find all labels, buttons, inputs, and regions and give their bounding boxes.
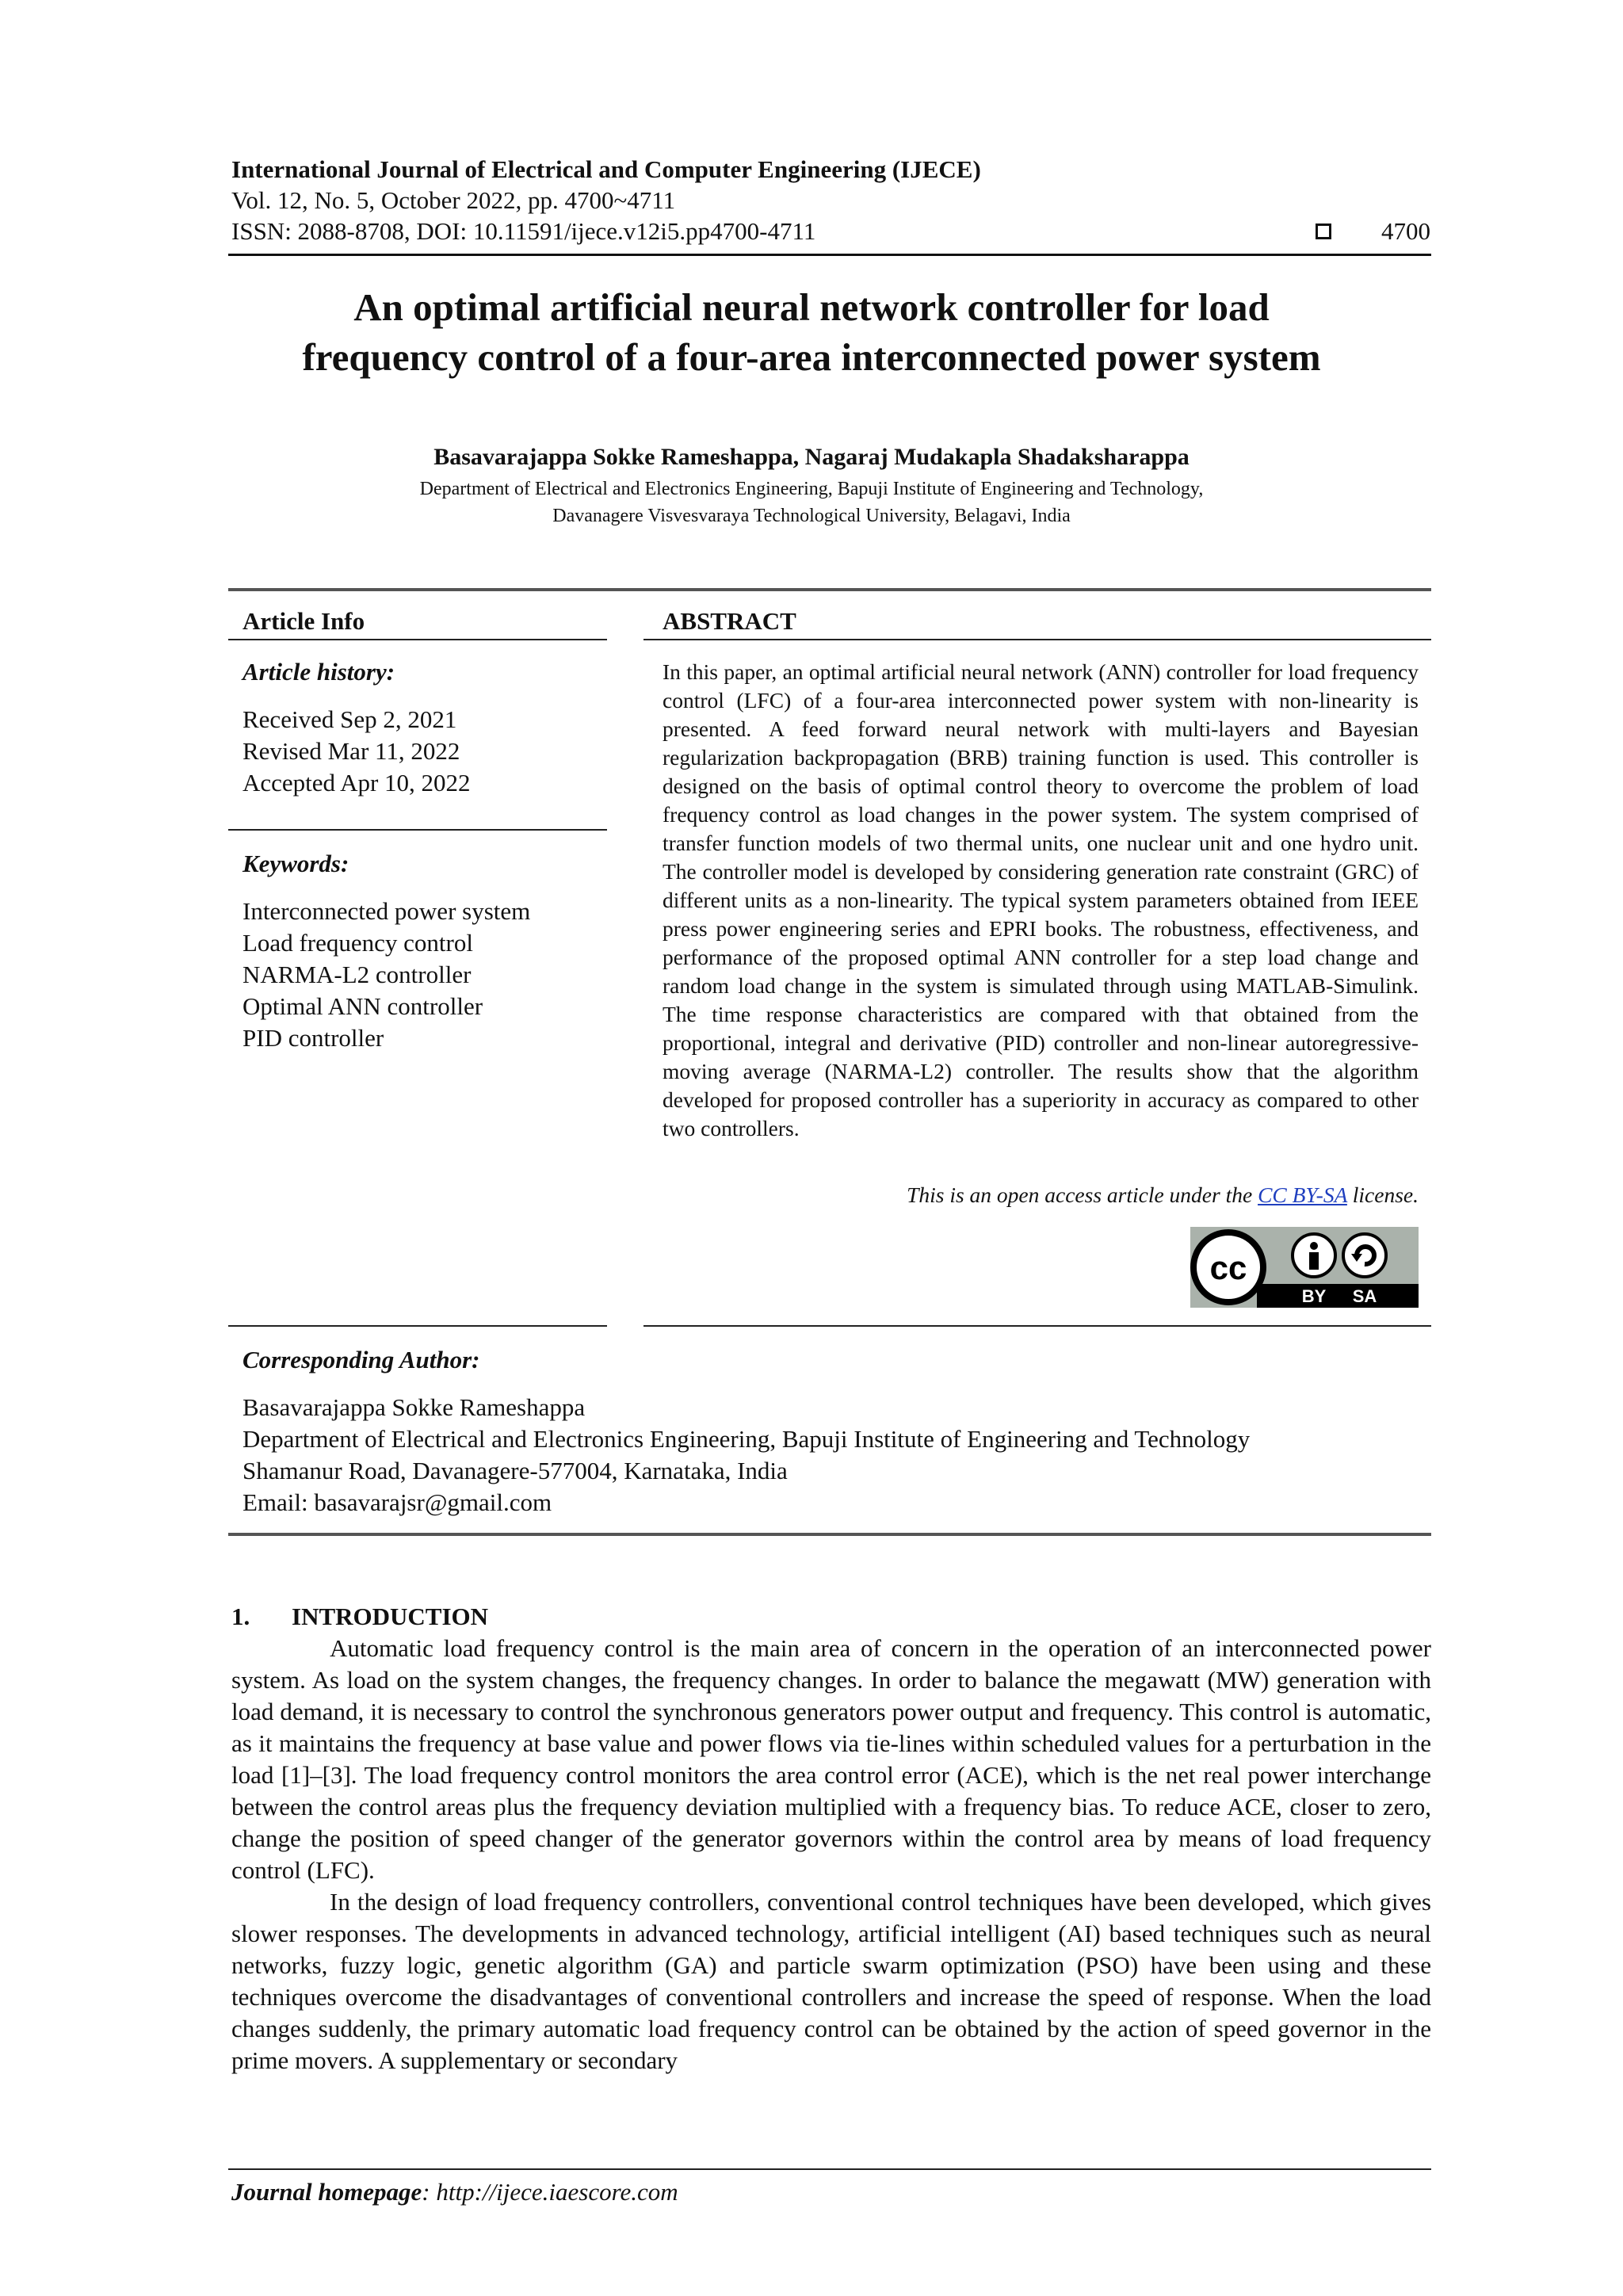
right-column-end-divider	[643, 1325, 1431, 1327]
title-line-2: frequency control of a four-area interconnected power system	[302, 335, 1321, 379]
affiliation	[158, 476, 1465, 529]
badge-label-strip	[1257, 1284, 1419, 1308]
keyword-item: Optimal ANN controller	[242, 992, 483, 1020]
journal-homepage: Journal homepage: http://ijece.iaescore.com	[231, 2178, 678, 2206]
paper-title	[158, 282, 1465, 382]
corresponding-author-email: Email: basavarajsr@gmail.com	[242, 1488, 552, 1516]
article-info-divider	[228, 639, 607, 640]
page-number: 4700	[1381, 217, 1430, 245]
issn-doi-line: ISSN: 2088-8708, DOI: 10.11591/ijece.v12i5.pp4700-4711	[231, 217, 816, 245]
homepage-label: Journal homepage	[231, 2178, 422, 2206]
keyword-item: Interconnected power system	[242, 897, 531, 925]
history-revised: Revised Mar 11, 2022	[242, 737, 460, 765]
corresponding-author-department: Department of Electrical and Electronics Engineering, Bapuji Institute of Engineering and Technology	[242, 1425, 1251, 1453]
section-number: 1.	[231, 1603, 250, 1630]
history-divider	[228, 829, 607, 831]
article-history	[242, 704, 471, 799]
attribution-body	[1309, 1252, 1319, 1270]
keywords-heading: Keywords:	[242, 850, 349, 877]
open-access-statement	[907, 1182, 1419, 1208]
affiliation-line-1: Department of Electrical and Electronics Engineering, Bapuji Institute of Engineering and Technology,	[419, 479, 1204, 499]
license-link[interactable]: CC BY-SA	[1258, 1182, 1347, 1207]
body-paragraph: Automatic load frequency control is the main area of concern in the operation of an interconnected power system. As load on the system changes, the frequency changes. In order to balance the megawatt (MW) generation with load demand, it is necessary to control the synchronous generators power output and frequency. This control is automatic, as it maintains the frequency at base value and power flows via tie-lines within scheduled values for a perturbation in the load [1]–[3]. The load frequency control monitors the area control error (ACE), which is the net real power interchange between the control areas plus the frequency deviation multiplied with a frequency bias. To reduce ACE, closer to zero, change the position of speed changer of the generator governors within the control area by means of load frequency control (LFC).	[231, 1634, 1431, 1884]
abstract-heading: ABSTRACT	[663, 607, 796, 635]
corresponding-author-name: Basavarajappa Sokke Rameshappa	[242, 1393, 586, 1421]
title-line-1: An optimal artificial neural network controller for load	[353, 285, 1270, 329]
left-column-end-divider	[228, 1325, 607, 1327]
footer-divider	[228, 2168, 1431, 2170]
cc-by-sa-badge[interactable]	[1190, 1227, 1419, 1308]
info-box-bottom-border	[228, 1533, 1431, 1536]
keyword-item: Load frequency control	[242, 929, 473, 957]
abstract-text: In this paper, an optimal artificial neural network (ANN) controller for load frequency control (LFC) of a four-area interconnected power system with non-linearity is presented. A feed forward neural network with multi-layers and Bayesian regularization backpropagation (BRB) training function is used. This controller is designed on the basis of optimal control theory to overcome the problem of load frequency control as load changes in the power system. The system comprised of transfer function models of two thermal units, one nuclear unit and one hydro unit. The controller model is developed by considering generation rate constraint (GRC) of different units as a non-linearity. The typical system parameters obtained from IEEE press power engineering series and EPRI books. The robustness, effectiveness, and performance of the proposed optimal ANN controller for a step load change and random load change in the system is simulated through using MATLAB-Simulink. The time response characteristics are compared with that obtained from the proportional, integral and derivative (PID) controller and non-linear autoregressive-moving average (NARMA-L2) controller. The results show that the algorithm developed for proposed controller has a superiority in accuracy as compared to other two controllers.	[663, 659, 1419, 1140]
section-heading	[231, 1603, 488, 1631]
homepage-url[interactable]: http://ijece.iaescore.com	[436, 2178, 678, 2206]
keyword-item: PID controller	[242, 1024, 384, 1052]
section-body	[231, 1633, 1431, 2076]
section-title: INTRODUCTION	[292, 1603, 489, 1630]
author-list: Basavarajappa Sokke Rameshappa, Nagaraj Mudakapla Shadaksharappa	[433, 444, 1190, 470]
open-access-prefix: This is an open access article under the	[907, 1182, 1253, 1207]
open-access-suffix: license.	[1352, 1182, 1419, 1207]
history-accepted: Accepted Apr 10, 2022	[242, 769, 471, 797]
body-paragraph: In the design of load frequency controllers, conventional control techniques have been developed, which gives slower responses. The developments in advanced technology, artificial intelligent (AI) based techniques such as neural networks, fuzzy logic, genetic algorithm (GA) and particle swarm optimization (PSO) have been using and these techniques overcome the disadvantages of conventional controllers and increase the speed of response. When the load changes suddenly, the primary automatic load frequency control can be obtained by the action of speed governor in the prime movers. A supplementary or secondary	[231, 1888, 1431, 2074]
keyword-item: NARMA-L2 controller	[242, 961, 472, 988]
keywords-list	[242, 896, 530, 1054]
header-divider	[228, 254, 1431, 256]
corresponding-author-address: Shamanur Road, Davanagere-577004, Karnataka, India	[242, 1457, 788, 1484]
attribution-head	[1310, 1242, 1318, 1250]
info-box-top-border	[228, 588, 1431, 591]
volume-line: Vol. 12, No. 5, October 2022, pp. 4700~4711	[231, 186, 676, 214]
article-info-heading: Article Info	[242, 607, 365, 635]
square-bullet-icon	[1316, 223, 1331, 239]
badge-sa-label: SA	[1352, 1286, 1377, 1306]
corresponding-author-heading: Corresponding Author:	[242, 1346, 480, 1373]
badge-by-label: BY	[1301, 1286, 1327, 1306]
history-received: Received Sep 2, 2021	[242, 705, 457, 733]
abstract-divider	[643, 639, 1431, 640]
article-history-heading: Article history:	[242, 658, 395, 686]
affiliation-line-2: Davanagere Visvesvaraya Technological University, Belagavi, India	[552, 506, 1071, 526]
journal-name: International Journal of Electrical and Computer Engineering (IJECE)	[231, 155, 981, 183]
corresponding-author-details	[242, 1392, 1250, 1519]
share-alike-icon	[1343, 1234, 1386, 1277]
cc-icon-label: cc	[1209, 1249, 1247, 1286]
